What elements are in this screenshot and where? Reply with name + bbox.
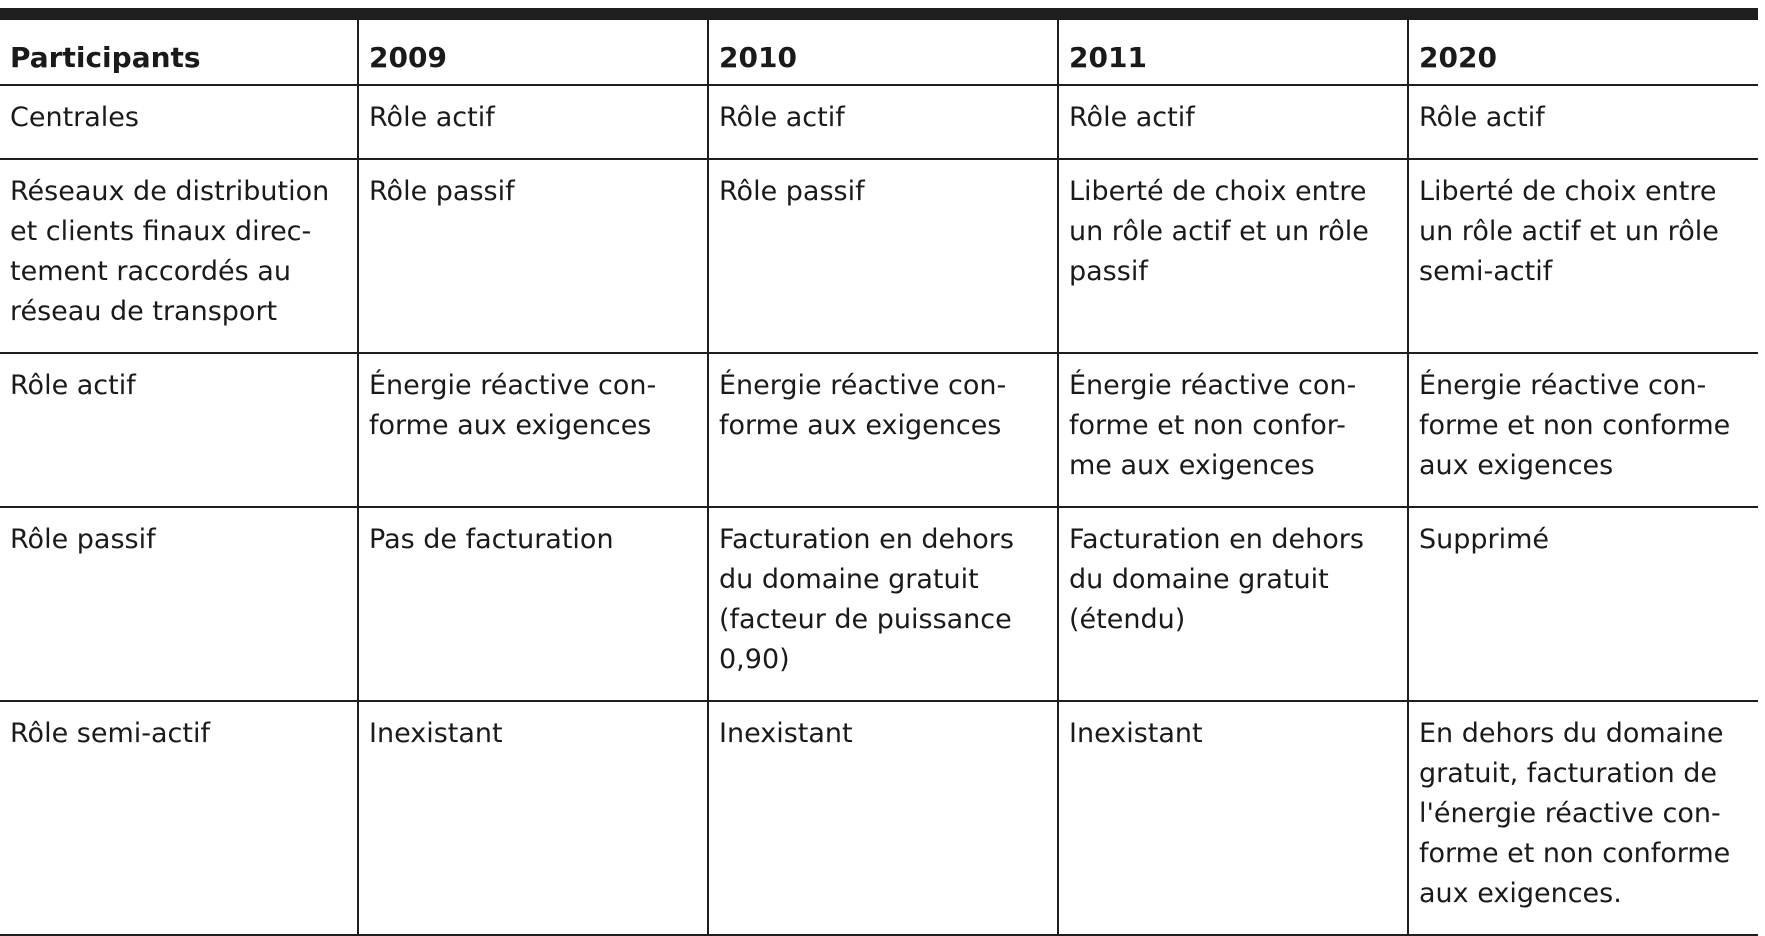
header-2009: 2009 bbox=[358, 14, 708, 85]
table-cell: Énergie réactive con- forme aux exigences bbox=[358, 353, 708, 507]
table-cell: Inexistant bbox=[708, 701, 1058, 935]
comparison-table-container bbox=[0, 8, 1758, 936]
table-row bbox=[0, 85, 1758, 159]
table-cell: Rôle passif bbox=[708, 159, 1058, 353]
table-cell: Rôle actif bbox=[358, 85, 708, 159]
header-2011: 2011 bbox=[1058, 14, 1408, 85]
row-label: Rôle actif bbox=[0, 353, 358, 507]
table-cell: Rôle passif bbox=[358, 159, 708, 353]
table-row bbox=[0, 701, 1758, 935]
table-cell: En dehors du domaine gratuit, facturation de l'énergie réactive con- forme et non conforme aux exigences. bbox=[1408, 701, 1758, 935]
table-row bbox=[0, 507, 1758, 701]
header-participants: Participants bbox=[0, 14, 358, 85]
table-cell: Énergie réactive con- forme et non confor- me aux exigences bbox=[1058, 353, 1408, 507]
row-label: Réseaux de distribution et clients finaux direc- tement raccordés au réseau de transport bbox=[0, 159, 358, 353]
row-label: Rôle passif bbox=[0, 507, 358, 701]
table-cell: Supprimé bbox=[1408, 507, 1758, 701]
header-2010: 2010 bbox=[708, 14, 1058, 85]
header-2020: 2020 bbox=[1408, 14, 1758, 85]
table-cell: Rôle actif bbox=[1408, 85, 1758, 159]
table-cell: Inexistant bbox=[1058, 701, 1408, 935]
table-cell: Liberté de choix entre un rôle actif et un rôle semi-actif bbox=[1408, 159, 1758, 353]
table-cell: Inexistant bbox=[358, 701, 708, 935]
table-cell: Rôle actif bbox=[1058, 85, 1408, 159]
table-row bbox=[0, 353, 1758, 507]
table-cell: Pas de facturation bbox=[358, 507, 708, 701]
row-label: Rôle semi-actif bbox=[0, 701, 358, 935]
table-cell: Facturation en dehors du domaine gratuit (étendu) bbox=[1058, 507, 1408, 701]
table-row bbox=[0, 159, 1758, 353]
row-label: Centrales bbox=[0, 85, 358, 159]
table-cell: Rôle actif bbox=[708, 85, 1058, 159]
table-header-row bbox=[0, 14, 1758, 85]
comparison-table bbox=[0, 8, 1758, 936]
table-cell: Énergie réactive con- forme aux exigences bbox=[708, 353, 1058, 507]
table-cell: Facturation en dehors du domaine gratuit (facteur de puissance 0,90) bbox=[708, 507, 1058, 701]
table-cell: Liberté de choix entre un rôle actif et un rôle passif bbox=[1058, 159, 1408, 353]
table-cell: Énergie réactive con- forme et non conforme aux exigences bbox=[1408, 353, 1758, 507]
